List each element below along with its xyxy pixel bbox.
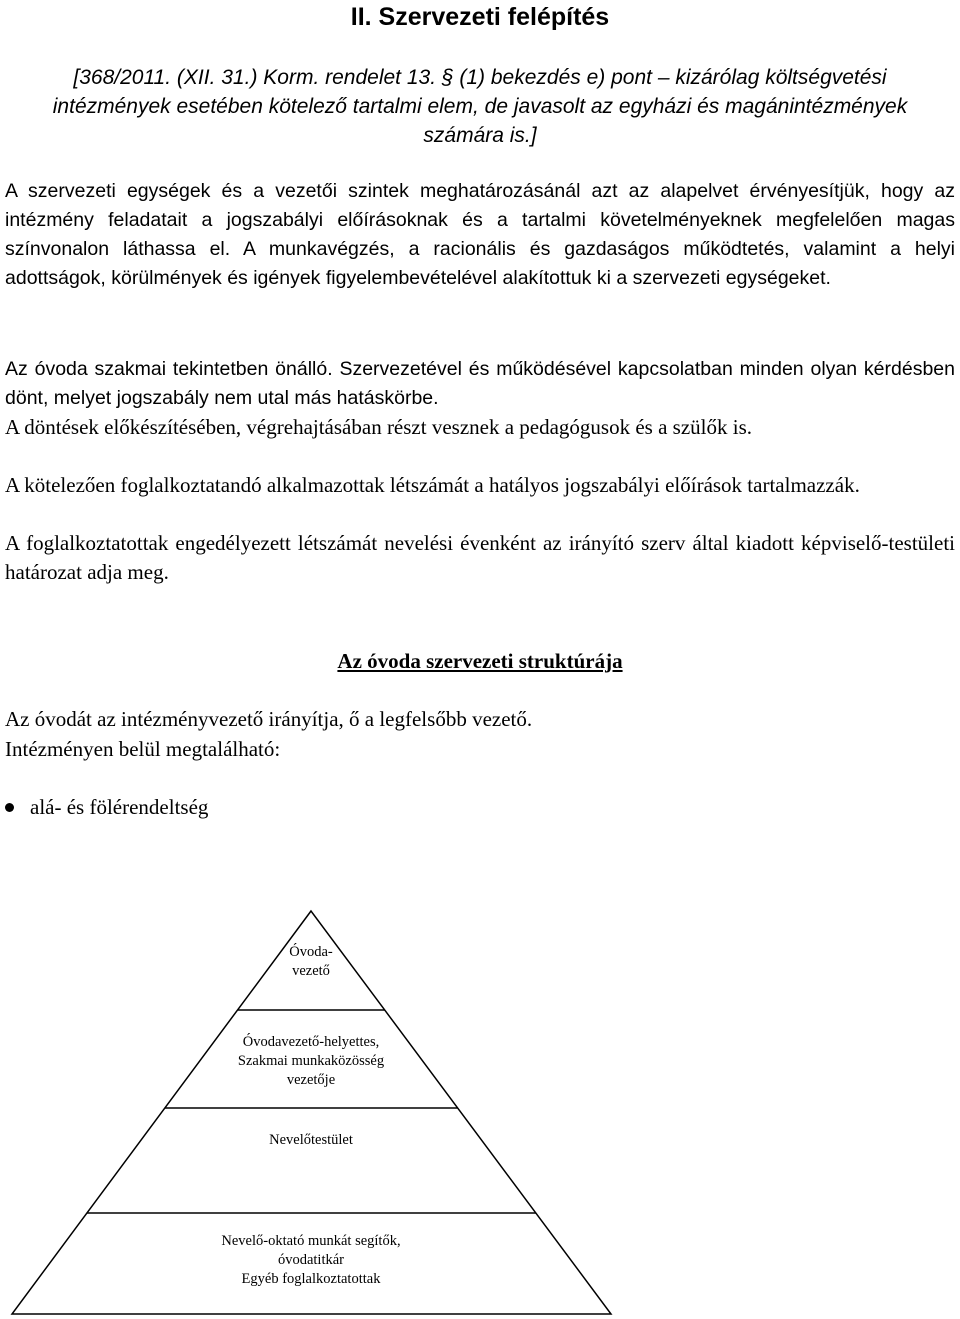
paragraph-decision-preparation: A döntések előkészítésében, végrehajtásában részt vesznek a pedagógusok és a szülők is.: [5, 415, 752, 439]
paragraph-mandatory-staff: A kötelezően foglalkoztatandó alkalmazottak létszámát a hatályos jogszabályi előírások tartalmazzák.: [5, 473, 860, 497]
pyramid-level-line: vezető: [292, 963, 330, 979]
pyramid-level-line: Nevelő-oktató munkát segítők,: [221, 1233, 401, 1249]
paragraph-autonomy: Az óvoda szakmai tekintetben önálló. Szervezetével és működésével kapcsolatban minden olyan kérdésben dönt, melyet jogszabály nem utal más hatáskörbe.: [5, 358, 955, 409]
page-title: II. Szervezeti felépítés: [350, 3, 610, 31]
legal-note-line: intézmények esetében kötelező tartalmi elem, de javasolt az egyházi és magánintézmények: [52, 95, 908, 118]
intro-line: Intézményen belül megtalálható:: [5, 737, 281, 761]
legal-note-line: [368/2011. (XII. 31.) Korm. rendelet 13. § (1) bekezdés e) pont – kizárólag költségvetési: [73, 66, 887, 89]
paragraph-organizational-principles: A szervezeti egységek és a vezetői szintek meghatározásánál azt az alapelvet érvényesítjük, hogy az intézmény feladatait a jogszabályi előírásoknak és a tartalmi követelményeknek megfelelően magas színvonalon láthassa el. A munkavégzés, a racionális és gazdaságos működtetés, valamint a helyi adottságok, körülmények és igények figyelembevételével alakítottuk ki a szervezeti egységeket.: [5, 180, 955, 289]
section-subtitle: Az óvoda szervezeti struktúrája: [337, 649, 623, 673]
pyramid-level-head: [231, 943, 391, 981]
pyramid-level-line: Nevelőtestület: [269, 1132, 353, 1148]
pyramid-level-line: Szakmai munkaközösség: [237, 1053, 385, 1069]
legal-reference-note: [0, 63, 960, 150]
legal-note-line: számára is.]: [423, 124, 537, 147]
pyramid-level-line: vezetője: [286, 1072, 336, 1088]
structure-intro: [5, 704, 532, 764]
pyramid-level-line: Egyéb foglalkoztatottak: [241, 1271, 381, 1287]
pyramid-level-line: Óvodavezető-helyettes,: [242, 1034, 380, 1050]
intro-line: Az óvodát az intézményvezető irányítja, ő a legfelsőbb vezető.: [5, 707, 533, 731]
pyramid-level-line: óvodatitkár: [277, 1252, 345, 1268]
pyramid-level-teachers: [161, 1131, 461, 1150]
bullet-text: alá- és fölérendeltség: [30, 795, 209, 819]
paragraph-approved-staff: A foglalkoztatottak engedélyezett létszámát nevelési évenként az irányító szerv által kiadott képviselő-testületi határozat adja meg.: [5, 531, 955, 584]
pyramid-level-support-staff: [131, 1232, 491, 1289]
pyramid-level-line: Óvoda-: [289, 944, 333, 960]
pyramid-level-deputy: [181, 1033, 441, 1090]
bullet-list-item: [5, 793, 208, 821]
bullet-icon: [5, 803, 14, 812]
